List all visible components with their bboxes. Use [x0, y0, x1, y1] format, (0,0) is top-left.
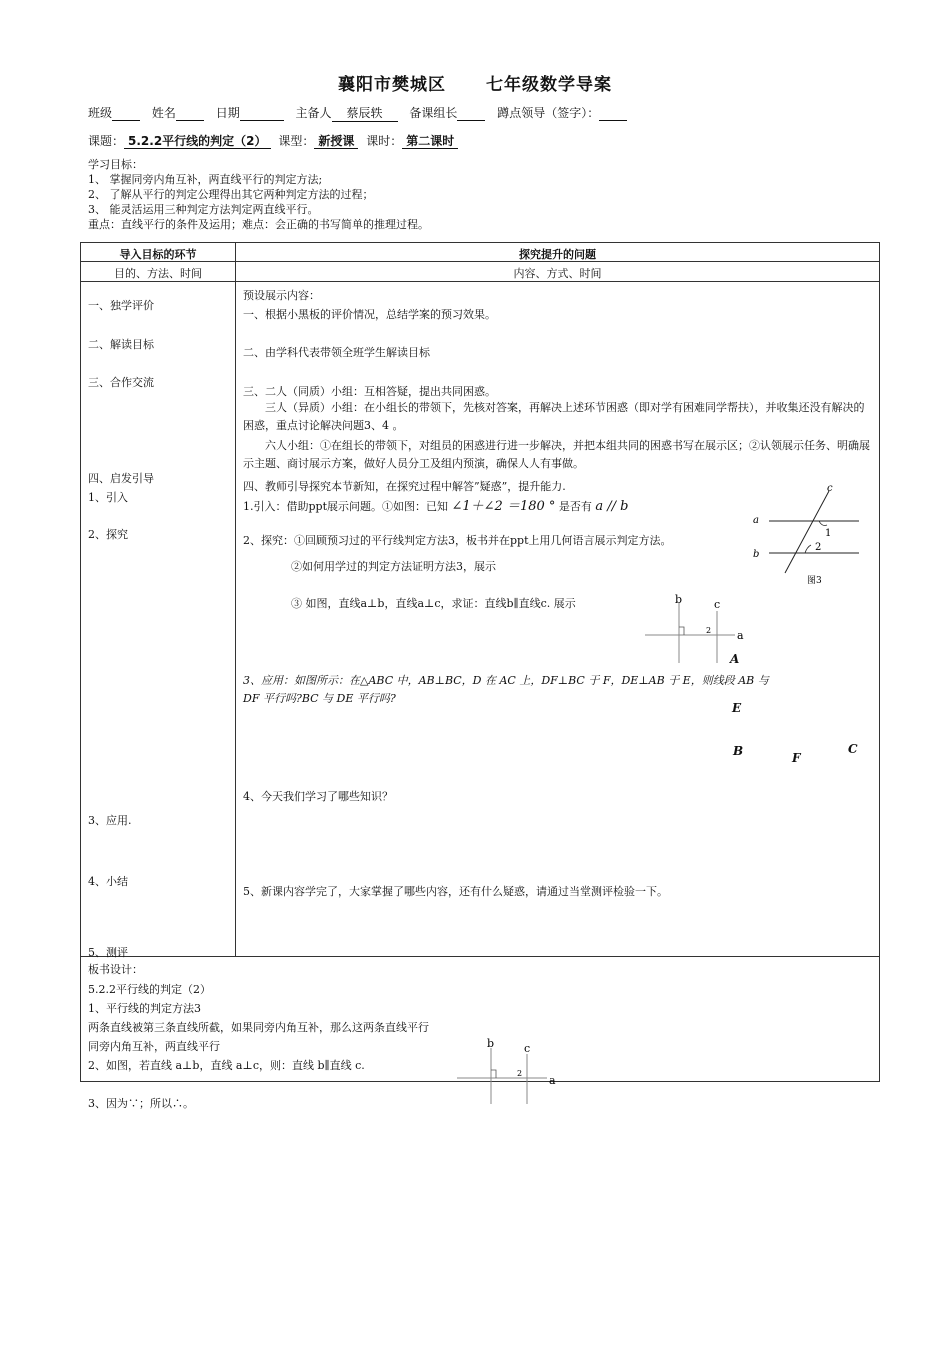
intro-part: 1.引入：借助ppt展示问题。①如图：已知	[243, 500, 448, 513]
stage-label: 四、启发引导	[88, 472, 154, 485]
type-label: 课型：	[278, 134, 315, 148]
board-figure-perpendicular	[455, 1036, 565, 1106]
column-divider	[235, 243, 236, 956]
content-text: 三、二人（同质）小组：互相答疑，提出共同困惑。	[243, 385, 496, 398]
board-line: 同旁内角互补，两直线平行	[88, 1040, 220, 1053]
label-angle-2: 2	[815, 542, 822, 553]
col2-subheader: 内容、方式、时间	[513, 267, 602, 280]
learning-goals	[88, 157, 429, 232]
label-c: c	[714, 598, 721, 611]
label-b: b	[675, 593, 683, 606]
explore-text: 2、探究：①回顾预习过的平行线判定方法3，板书并在ppt上用几何语言展示判定方法。	[243, 534, 672, 547]
label-c: c	[827, 483, 833, 494]
goal-item: 3、 能灵活运用三种判定方法判定两直线平行。	[88, 203, 319, 216]
label-a: a	[549, 1074, 556, 1087]
board-heading: 板书设计：	[88, 963, 143, 976]
period-value: 第二课时	[402, 134, 458, 149]
page-title	[0, 70, 950, 95]
goals-heading: 学习目标：	[88, 158, 143, 171]
stage-label: 三、合作交流	[88, 376, 154, 389]
intro-text	[243, 495, 629, 514]
col2-header: 探究提升的问题	[519, 248, 596, 261]
figure-caption: 图3	[807, 576, 822, 586]
topic-line	[88, 132, 462, 149]
preparer-label: 主备人	[295, 106, 332, 120]
point-B: B	[733, 744, 744, 758]
title-right: 七年级数学导案	[486, 75, 612, 95]
label-c: c	[524, 1042, 531, 1055]
supervisor-label: 蹲点领导（签字）：	[497, 106, 600, 120]
content-text: 三人（异质）小组：在小组长的带领下，先核对答案，再解决上述环节困惑（即对学有困难同学帮扶），并收集还没有解决的困惑，重点讨论解决问题3、4 。	[243, 401, 865, 432]
topic-label: 课题：	[88, 134, 125, 148]
class-label: 班级	[88, 106, 113, 120]
angle-arc	[819, 521, 827, 526]
label-a: a	[737, 629, 744, 642]
class-field[interactable]	[112, 106, 140, 121]
right-angle-mark	[491, 1070, 496, 1078]
leader-label: 备课组长	[409, 106, 458, 120]
content-text: 四、教师引导探究本节新知，在探究过程中解答”疑惑”，提升能力.	[243, 480, 566, 493]
content-text: 一、根据小黑板的评价情况，总结学案的预习效果。	[243, 308, 496, 321]
col1-subheader: 目的、方法、时间	[114, 267, 202, 280]
label-b: b	[753, 549, 760, 560]
point-F: F	[792, 751, 801, 765]
lesson-table	[80, 242, 880, 1110]
leader-field[interactable]	[457, 106, 485, 121]
label-angle-2: 2	[517, 1069, 523, 1078]
board-line: 3、因为∵；所以∴。	[88, 1097, 194, 1110]
type-value: 新授课	[314, 134, 358, 149]
label-angle-1: 1	[825, 528, 832, 539]
goal-item: 2、 了解从平行的判定公理得出其它两种判定方法的过程；	[88, 188, 374, 201]
point-A: A	[730, 652, 740, 666]
preset-heading: 预设展示内容：	[243, 289, 320, 302]
date-label: 日期	[215, 106, 240, 120]
angle-arc	[805, 545, 811, 553]
label-b: b	[487, 1037, 495, 1050]
board-line: 5.2.2平行线的判定（2）	[88, 983, 211, 996]
content-text: 六人小组：①在组长的带领下，对组员的困惑进行进一步解决，并把本组共同的困惑书写在展示区；②认领展示任务、明确展示主题、商讨展示方案，做好人员分工及组内预演，确保人人有事做。	[243, 439, 870, 470]
figure-parallel-lines	[749, 481, 869, 591]
point-E: E	[732, 701, 742, 715]
apply-text: 3、应用：如图所示：在△ABC 中，AB⊥BC，D 在 AC 上，DF⊥BC 于 F，DE⊥AB 于 E，则线段 AB 与	[243, 674, 769, 687]
intro-parallel: a // b	[595, 499, 629, 514]
board-line: 两条直线被第三条直线所截，如果同旁内角互补，那么这两条直线平行	[88, 1021, 429, 1034]
info-line	[88, 104, 635, 122]
topic-value: 5.2.2平行线的判定（2）	[124, 134, 271, 149]
intro-equation: ∠1＋∠2 ＝180 °	[451, 499, 556, 514]
period-label: 课时：	[366, 134, 403, 148]
stage-label: 2、探究	[88, 528, 128, 541]
stage-label: 二、解读目标	[88, 338, 154, 351]
test-text: 5、新课内容学完了，大家掌握了哪些内容，还有什么疑惑，请通过当堂测评检验一下。	[243, 885, 668, 898]
transversal-c	[785, 491, 832, 573]
right-angle-mark	[679, 627, 684, 635]
row-divider	[81, 956, 879, 957]
preparer-value: 蔡辰轶	[332, 104, 398, 122]
board-line: 1、平行线的判定方法3	[88, 1002, 201, 1015]
stage-label: 1、引入	[88, 491, 128, 504]
goal-item: 1、 掌握同旁内角互补，两直线平行的判定方法;	[88, 173, 323, 186]
label-a: a	[753, 515, 759, 526]
board-line: 2、如图，若直线 a⊥b，直线 a⊥c，则：直线 b∥直线 c.	[88, 1059, 365, 1072]
name-field[interactable]	[176, 106, 204, 121]
name-label: 姓名	[151, 106, 176, 120]
apply-text: DF 平行吗?BC 与 DE 平行吗?	[243, 692, 396, 705]
title-left: 襄阳市樊城区	[338, 75, 446, 95]
row-divider	[81, 281, 879, 282]
stage-label: 5、测评	[88, 946, 128, 959]
point-C: C	[848, 742, 858, 756]
stage-label: 3、应用.	[88, 814, 132, 827]
explore-text: ③ 如图，直线a⊥b，直线a⊥c，求证：直线b∥直线c. 展示	[291, 597, 576, 610]
intro-part: 是否有	[558, 500, 592, 513]
explore-text: ②如何用学过的判定方法证明方法3，展示	[291, 560, 496, 573]
content-text: 二、由学科代表带领全班学生解读目标	[243, 346, 430, 359]
date-field[interactable]	[240, 106, 284, 121]
stage-label: 一、独学评价	[88, 299, 154, 312]
label-angle-2: 2	[706, 626, 712, 635]
key-points: 重点：直线平行的条件及运用；难点：会正确的书写简单的推理过程。	[88, 218, 429, 231]
supervisor-field[interactable]	[599, 106, 627, 121]
summary-text: 4、今天我们学习了哪些知识？	[243, 790, 393, 803]
stage-label: 4、小结	[88, 875, 128, 888]
col1-header: 导入目标的环节	[119, 248, 197, 261]
